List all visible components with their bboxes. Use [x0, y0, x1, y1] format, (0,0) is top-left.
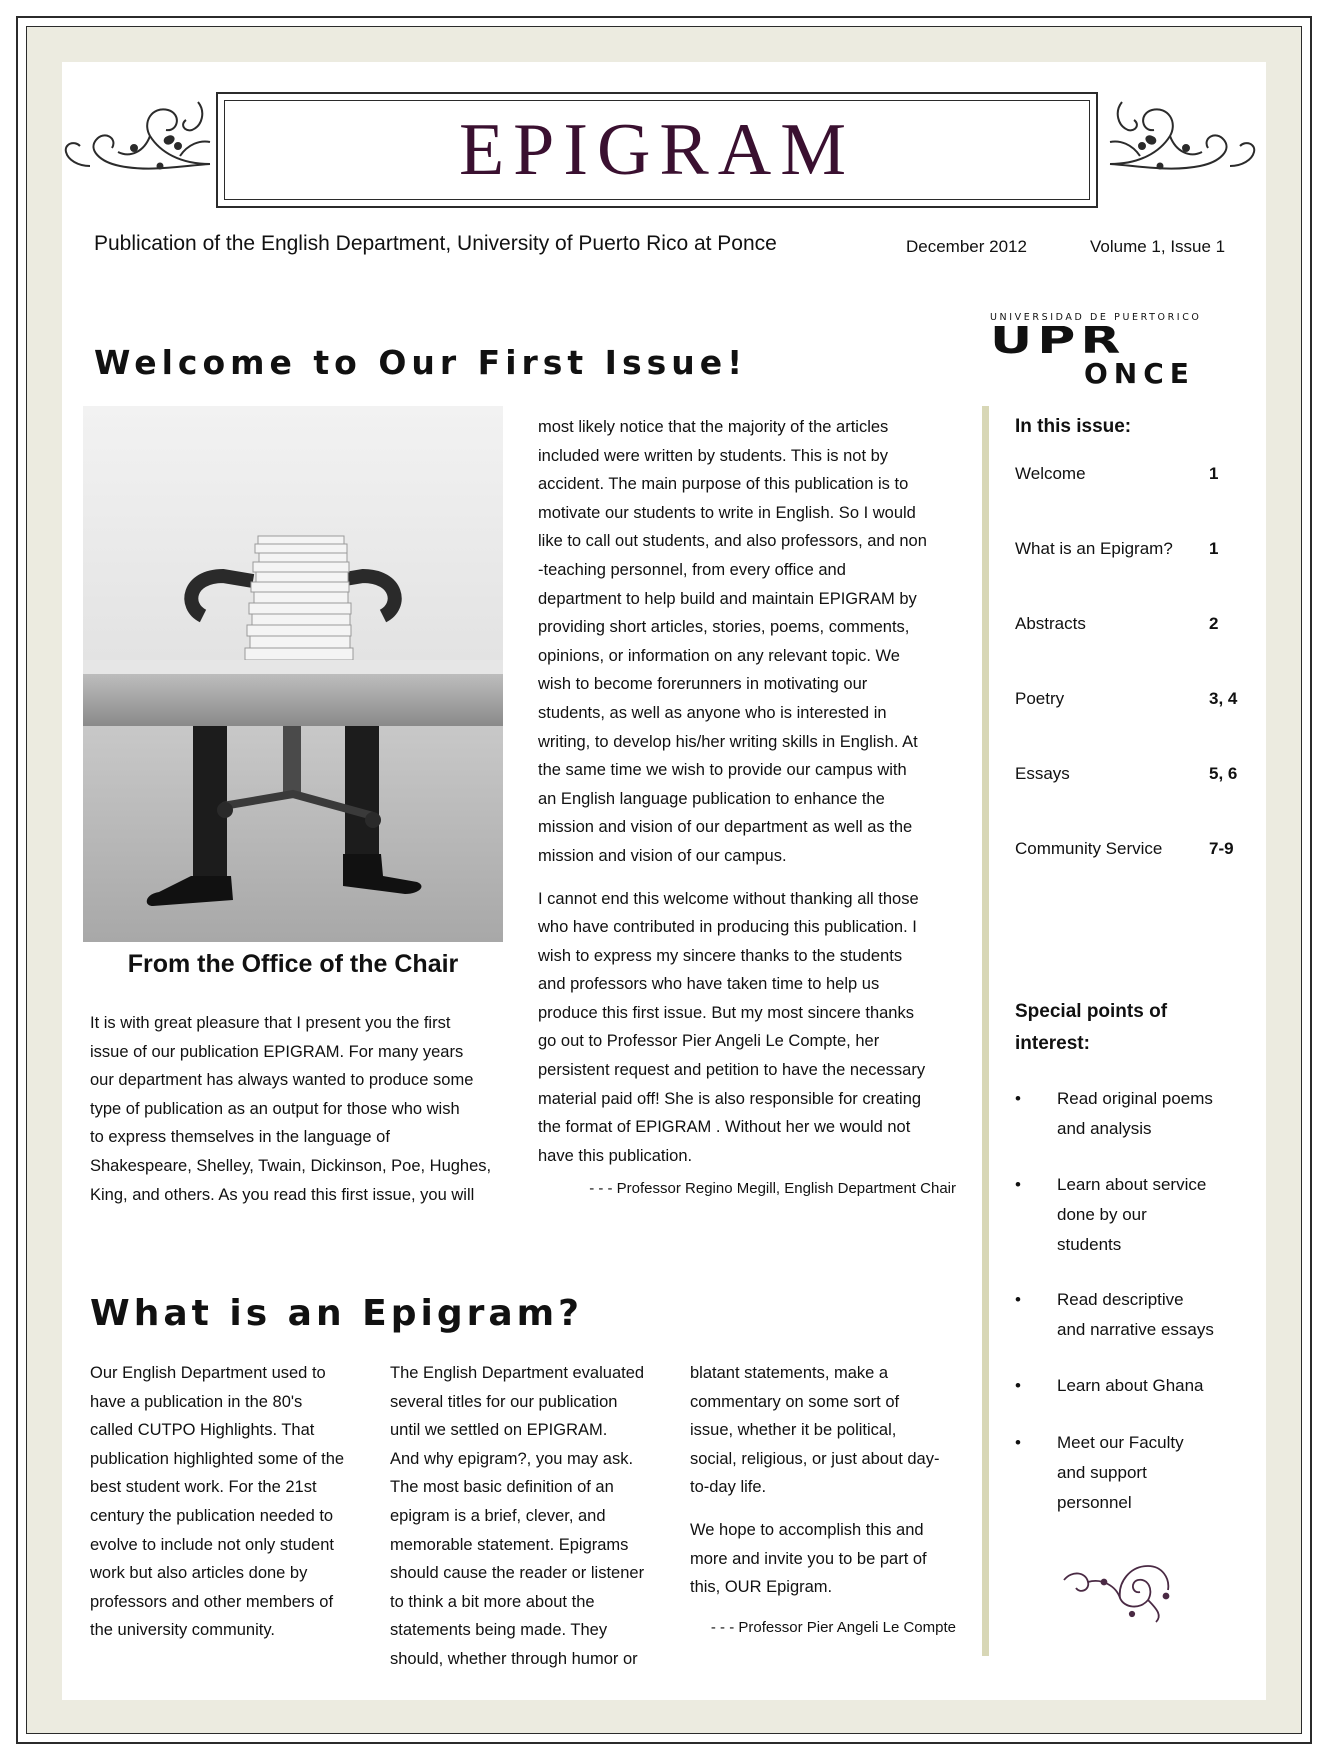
issue-volume: Volume 1, Issue 1: [1090, 237, 1226, 256]
text-line: best student work. For the 21st: [90, 1478, 317, 1497]
toc-item-page: 1: [1209, 539, 1219, 558]
issue-date: December 2012: [906, 237, 1027, 256]
point-line: and support: [1057, 1463, 1147, 1482]
text-line: And why epigram?, you may ask.: [390, 1449, 634, 1468]
text-line: who have contributed in producing this publication. I: [538, 918, 917, 937]
toc-item-label: What is an Epigram?: [1015, 539, 1173, 558]
toc-item-community-service[interactable]: [1015, 839, 1245, 859]
text-line: wish to express my sincere thanks to the students: [538, 946, 903, 965]
text-line: department to help build and maintain EPIGRAM by: [538, 589, 917, 608]
points-heading-line: interest:: [1015, 1033, 1090, 1054]
toc-item-label: Welcome: [1015, 464, 1086, 483]
university-logo: [990, 312, 1240, 392]
text-line: Shakespeare, Shelley, Twain, Dickinson, Poe, Hughes,: [90, 1156, 492, 1175]
toc-item-label: Abstracts: [1015, 614, 1086, 633]
text-line: the format of EPIGRAM . Without her we would not: [538, 1118, 911, 1137]
toc-heading: In this issue:: [1015, 416, 1132, 437]
point-line: Read original poems: [1057, 1089, 1213, 1108]
text-line: mission and vision of our campus.: [538, 846, 787, 865]
text-line: should cause the reader or listener: [390, 1564, 645, 1583]
text-line: to express themselves in the language of: [90, 1128, 390, 1147]
point-line: and analysis: [1057, 1119, 1152, 1138]
bullet-icon: •: [1015, 1290, 1021, 1309]
welcome-right-column: [538, 413, 958, 1170]
bullet-icon: •: [1015, 1376, 1021, 1395]
welcome-heading: Welcome to Our First Issue!: [94, 343, 748, 382]
bullet-icon: •: [1015, 1433, 1021, 1452]
point-line: Read descriptive: [1057, 1290, 1184, 1309]
point-line: Learn about service: [1057, 1175, 1207, 1194]
publication-line: Publication of the English Department, University of Puerto Rico at Ponce: [94, 232, 777, 255]
text-line: like to call out students, and also professors, and non: [538, 532, 927, 551]
epigram-column-3: [690, 1359, 970, 1602]
chair-signature: - - - Professor Regino Megill, English Department Chair: [589, 1180, 956, 1197]
text-line: motivate our students to write in English. So I would: [538, 503, 916, 522]
epigram-col3-paragraph-1: [690, 1359, 970, 1502]
epigram-column-1: [90, 1359, 375, 1645]
text-line: accident. The main purpose of this publication is to: [538, 475, 909, 494]
epigram-heading: What is an Epigram?: [90, 1293, 584, 1334]
welcome-paragraph-2: [538, 885, 958, 1171]
welcome-paragraph-1: [538, 413, 958, 871]
toc-item-poetry[interactable]: [1015, 689, 1245, 709]
text-line: have this publication.: [538, 1146, 693, 1165]
toc-item-essays[interactable]: [1015, 764, 1245, 784]
points-heading-line: Special points of: [1015, 1001, 1168, 1022]
text-line: work but also articles done by: [90, 1564, 308, 1583]
text-line: should, whether through humor or: [390, 1649, 638, 1668]
masthead-title-box: [216, 92, 1098, 208]
text-line: social, religious, or just about day-: [690, 1449, 940, 1468]
text-line: memorable statement. Epigrams: [390, 1535, 629, 1554]
text-line: I cannot end this welcome without thanking all those: [538, 889, 919, 908]
text-line: material paid off! She is also responsible for creating: [538, 1089, 922, 1108]
chair-subheading: From the Office of the Chair: [127, 950, 459, 978]
text-line: this, OUR Epigram.: [690, 1578, 833, 1597]
masthead-title-inner-box: [224, 100, 1090, 200]
toc-item-label: Poetry: [1015, 689, 1065, 708]
text-line: students, as well as anyone who is interested in: [538, 703, 887, 722]
text-line: blatant statements, make a: [690, 1364, 889, 1382]
text-line: have a publication in the 80's: [90, 1392, 303, 1411]
text-line: to-day life.: [690, 1478, 767, 1497]
text-line: publication highlighted some of the: [90, 1449, 345, 1468]
text-line: produce this first issue. But my most sincere thanks: [538, 1003, 914, 1022]
text-line: included were written by students. This is not by: [538, 446, 889, 465]
toc-item-what-is-an-epigram[interactable]: [1015, 539, 1245, 559]
logo-university-text: UNIVERSIDAD DE PUERTORICO: [990, 312, 1202, 323]
text-line: the same time we wish to provide our campus with: [538, 761, 907, 780]
text-line: most likely notice that the majority of the articles: [538, 418, 889, 436]
toc-item-page: 1: [1209, 464, 1219, 483]
toc-item-page: 7-9: [1209, 839, 1234, 858]
toc-item-page: 3, 4: [1209, 689, 1238, 708]
logo-letters-text: UPR: [990, 326, 1126, 363]
text-line: opinions, or information on any relevant topic. We: [538, 646, 900, 665]
epigram-col3-paragraph-2: [690, 1516, 970, 1602]
text-line: statements being made. They: [390, 1621, 608, 1640]
text-line: The most basic definition of an: [390, 1478, 614, 1497]
toc-item-label: Essays: [1015, 764, 1070, 783]
bullet-icon: •: [1015, 1089, 1021, 1108]
text-line: until we settled on EPIGRAM.: [390, 1421, 608, 1440]
point-line: Learn about Ghana: [1057, 1376, 1204, 1395]
text-line: type of publication as an output for those who wish: [90, 1099, 460, 1118]
desk-photo-image: [83, 406, 503, 942]
text-line: our department has always wanted to produce some: [90, 1071, 474, 1090]
toc-item-page: 2: [1209, 614, 1219, 633]
text-line: Our English Department used to: [90, 1364, 326, 1382]
toc-item-label: Community Service: [1015, 839, 1163, 858]
text-line: go out to Professor Pier Angeli Le Compte, her: [538, 1032, 880, 1051]
text-line: several titles for our publication: [390, 1392, 618, 1411]
point-line: done by our: [1057, 1205, 1147, 1224]
masthead-title: EPIGRAM: [458, 109, 856, 191]
text-line: an English language publication to enhance the: [538, 789, 885, 808]
text-line: called CUTPO Highlights. That: [90, 1421, 315, 1440]
text-line: issue of our publication EPIGRAM. For many years: [90, 1042, 464, 1061]
point-line: students: [1057, 1235, 1122, 1254]
text-line: epigram is a brief, clever, and: [390, 1506, 606, 1525]
flourish-ornament-left-icon: [60, 92, 220, 188]
sidebar-rule: [982, 406, 989, 1656]
text-line: We hope to accomplish this and: [690, 1520, 924, 1539]
logo-campus-text: ONCE: [1084, 357, 1195, 388]
text-line: the university community.: [90, 1621, 275, 1640]
point-line: and narrative essays: [1057, 1320, 1214, 1339]
text-line: providing short articles, stories, poems, comments,: [538, 618, 910, 637]
text-line: issue, whether it be political,: [690, 1421, 897, 1440]
text-line: more and invite you to be part of: [690, 1549, 927, 1568]
logo-letters: [990, 326, 1240, 388]
toc-item-page: 5, 6: [1209, 764, 1238, 783]
desk-photo: [83, 406, 503, 942]
point-line: personnel: [1057, 1493, 1132, 1512]
text-line: It is with great pleasure that I present you the first: [90, 1014, 451, 1032]
flourish-ornament-right-icon: [1100, 92, 1260, 188]
epigram-column-2: [390, 1359, 675, 1674]
toc-item-abstracts[interactable]: [1015, 614, 1245, 634]
editor-signature: - - - Professor Pier Angeli Le Compte: [710, 1619, 956, 1636]
text-line: writing, to develop his/her writing skills in English. At: [538, 732, 918, 751]
text-line: to think a bit more about the: [390, 1592, 595, 1611]
text-line: King, and others. As you read this first issue, you will: [90, 1185, 475, 1204]
flourish-ornament-small-icon: [1058, 1552, 1178, 1624]
text-line: -teaching personnel, from every office and: [538, 560, 846, 579]
point-line: Meet our Faculty: [1057, 1433, 1184, 1452]
text-line: persistent request and petition to have the necessary: [538, 1061, 926, 1080]
text-line: commentary on some sort of: [690, 1392, 900, 1411]
text-line: professors and other members of: [90, 1592, 334, 1611]
welcome-left-column: [90, 1009, 510, 1209]
points-heading: [1015, 996, 1167, 1060]
text-line: and professors who have taken time to help us: [538, 975, 880, 994]
text-line: mission and vision of our department as well as the: [538, 818, 913, 837]
toc-item-welcome[interactable]: [1015, 464, 1245, 484]
text-line: century the publication needed to: [90, 1506, 334, 1525]
text-line: evolve to include not only student: [90, 1535, 334, 1554]
text-line: The English Department evaluated: [390, 1364, 645, 1382]
bullet-icon: •: [1015, 1175, 1021, 1194]
text-line: wish to become forerunners in motivating our: [538, 675, 868, 694]
